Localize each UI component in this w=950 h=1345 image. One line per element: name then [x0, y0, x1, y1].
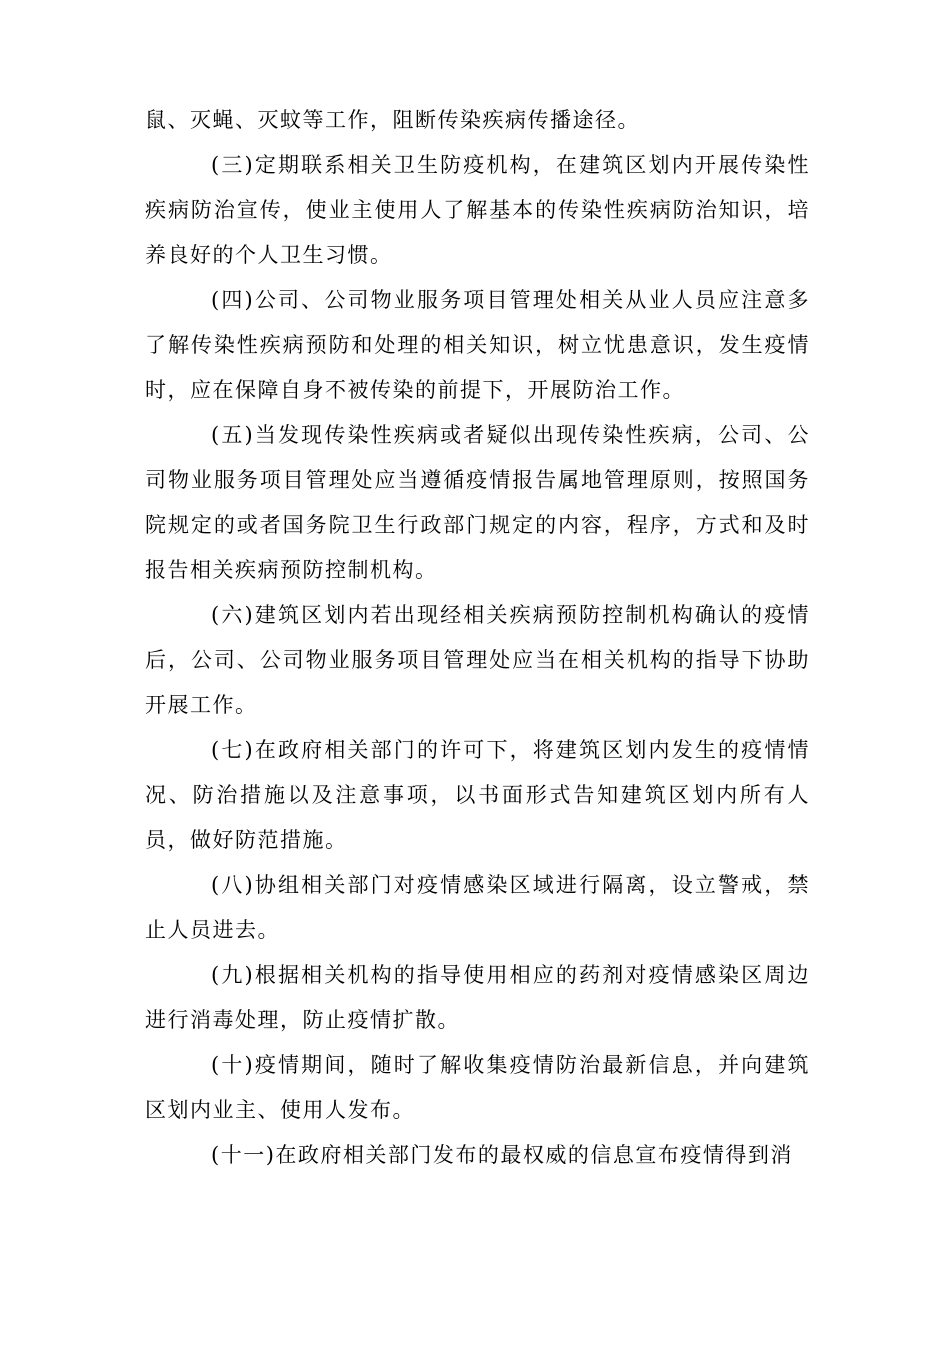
paragraph-item-5: (五)当发现传染性疾病或者疑似出现传染性疾病，公司、公司物业服务项目管理处应当遵循疫情报告属地管理原则，按照国务院规定的或者国务院卫生行政部门规定的内容，程序，方式和及时报告相关疾病预防控制机构。 [145, 423, 810, 582]
paragraph-item-3: (三)定期联系相关卫生防疫机构，在建筑区划内开展传染性疾病防治宣传，使业主使用人了解基本的传染性疾病防治知识，培养良好的个人卫生习惯。 [145, 153, 810, 267]
paragraph-item-4: (四)公司、公司物业服务项目管理处相关从业人员应注意多了解传染性疾病预防和处理的相关知识，树立忧患意识，发生疫情时，应在保障自身不被传染的前提下，开展防治工作。 [145, 288, 810, 402]
paragraph-item-9: (九)根据相关机构的指导使用相应的药剂对疫情感染区周边进行消毒处理，防止疫情扩散。 [145, 963, 810, 1032]
paragraph-item-7: (七)在政府相关部门的许可下，将建筑区划内发生的疫情情况、防治措施以及注意事项，以书面形式告知建筑区划内所有人员，做好防范措施。 [145, 738, 810, 852]
paragraph-item-6: (六)建筑区划内若出现经相关疾病预防控制机构确认的疫情后，公司、公司物业服务项目管理处应当在相关机构的指导下协助开展工作。 [145, 603, 810, 717]
paragraph-item-10: (十)疫情期间，随时了解收集疫情防治最新信息，并向建筑区划内业主、使用人发布。 [145, 1053, 810, 1122]
paragraph-continuation: 鼠、灭蝇、灭蚊等工作，阻断传染疾病传播途径。 [145, 108, 640, 132]
paragraph-item-8: (八)协组相关部门对疫情感染区域进行隔离，设立警戒，禁止人员进去。 [145, 873, 810, 942]
paragraph-item-11: (十一)在政府相关部门发布的最权威的信息宣布疫情得到消 [211, 1143, 793, 1167]
document-page [145, 98, 810, 1178]
